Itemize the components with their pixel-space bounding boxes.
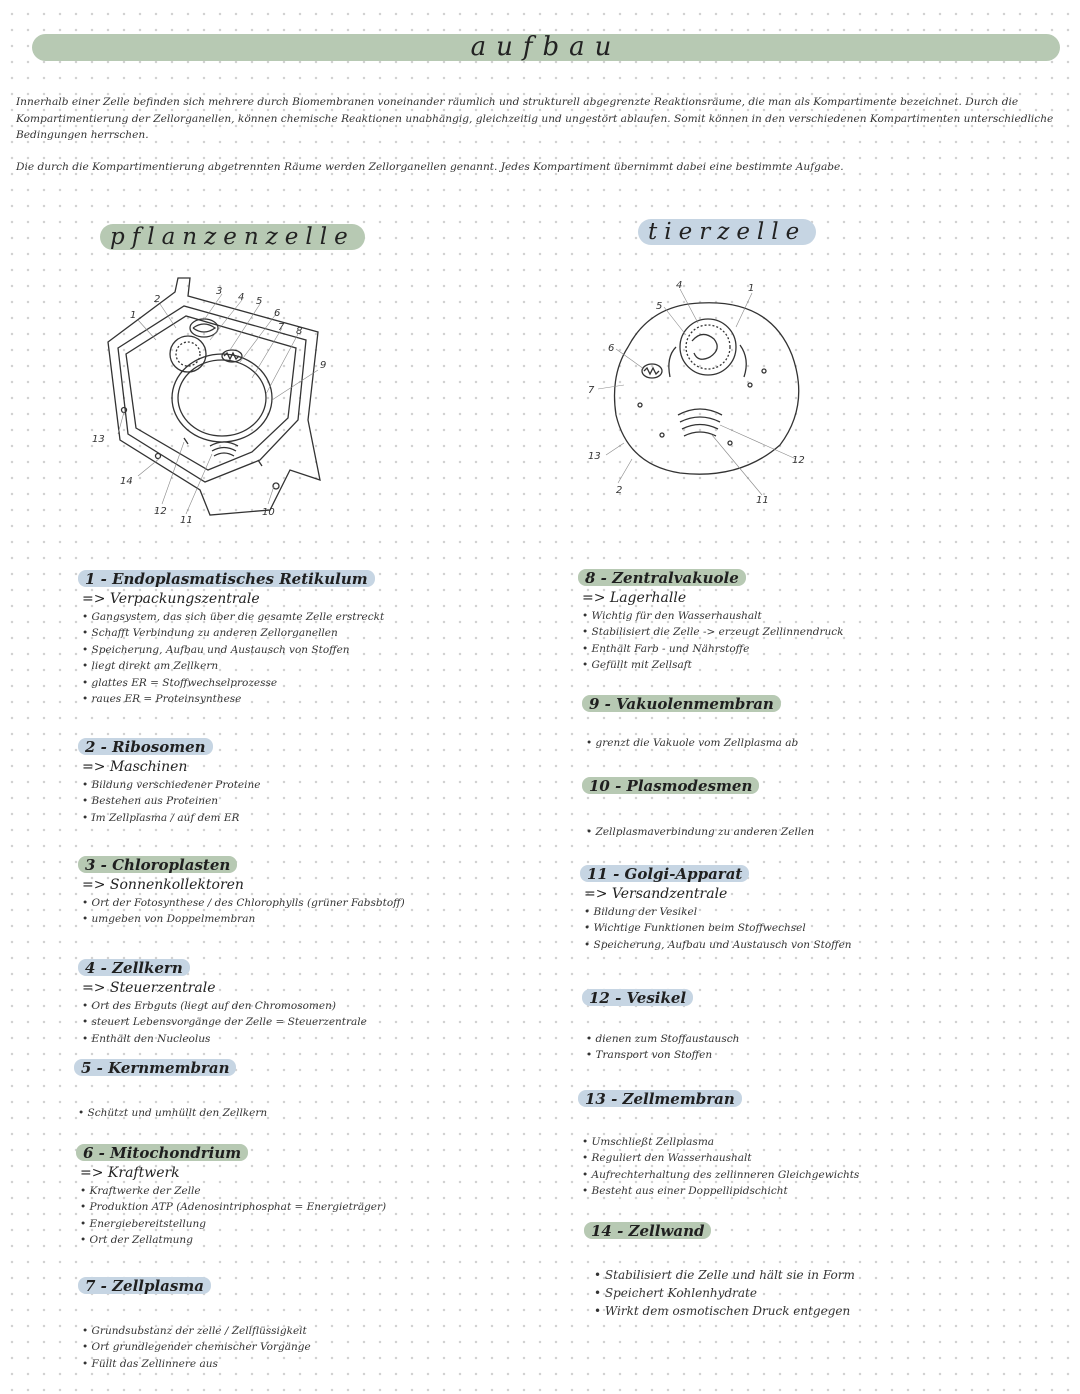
animal-nucleus	[680, 319, 736, 375]
section-3-heading: 3 - Chloroplasten	[78, 856, 237, 873]
list-item: • Bestehen aus Proteinen	[82, 793, 548, 809]
plant-golgi	[210, 442, 238, 456]
list-item: • Produktion ATP (Adenosintriphosphat = Energieträger)	[80, 1199, 546, 1215]
animal-cell-membrane	[615, 303, 799, 474]
section-11-subtitle: => Versandzentrale	[584, 886, 728, 902]
plant-label-4: 4	[238, 292, 245, 303]
animal-label-13: 13	[588, 451, 601, 462]
section-14	[584, 1221, 1054, 1320]
list-item: • Transport von Stoffen	[586, 1047, 1052, 1063]
section-6-heading: 6 - Mitochondrium	[76, 1144, 248, 1161]
list-item: • Schützt und umhüllt den Zellkern	[78, 1105, 544, 1121]
animal-label-6: 6	[608, 343, 615, 354]
section-2	[78, 737, 548, 826]
plant-label-14: 14	[120, 476, 133, 487]
section-8-heading: 8 - Zentralvakuole	[578, 569, 746, 586]
section-10	[582, 776, 1052, 840]
list-item: • Speicherung, Aufbau und Austausch von Stoffen	[584, 937, 1050, 953]
list-item: • Schafft Verbindung zu anderen Zellorganellen	[82, 625, 548, 641]
section-1-heading: 1 - Endoplasmatisches Retikulum	[78, 570, 375, 587]
animal-label-12: 12	[792, 455, 805, 466]
list-item: • Füllt das Zellinnere aus	[82, 1356, 548, 1372]
animal-cell-diagram	[580, 275, 820, 515]
section-12	[582, 988, 1052, 1064]
list-item: • liegt direkt am Zellkern	[82, 658, 548, 674]
section-8-subtitle: => Lagerhalle	[582, 590, 687, 606]
list-item: • glattes ER = Stoffwechselprozesse	[82, 675, 548, 691]
list-item: • Reguliert den Wasserhaushalt	[582, 1150, 1048, 1166]
list-item: • dienen zum Stoffaustausch	[586, 1031, 1052, 1047]
plant-label-3: 3	[216, 286, 223, 297]
animal-cell-title: tierzelle	[638, 219, 816, 245]
list-item: • Bildung der Vesikel	[584, 904, 1050, 920]
section-4	[78, 958, 548, 1047]
list-item: • Kraftwerke der Zelle	[80, 1183, 546, 1199]
animal-label-11: 11	[756, 495, 769, 506]
section-11-heading: 11 - Golgi-Apparat	[580, 865, 749, 882]
section-8	[578, 568, 1048, 674]
intro-paragraph-1: Innerhalb einer Zelle befinden sich mehrere durch Biomembranen voneinander räumlich und strukturell abgegrenzte Reaktionsräume, die man als Kompartimente bezeichnet. Durch die Kompartimentierung der Zellorganellen, können chemische Reaktionen unabhängig, gleichzeitig und ungestört ablaufen. Somit können in den verschiedenen Kompartimenten unterschiedliche Bedingungen herrschen.	[16, 96, 1054, 141]
plant-label-8: 8	[296, 326, 303, 337]
page-title: aufbau	[32, 34, 1060, 61]
list-item: • Ort der Fotosynthese / des Chlorophylls (grüner Fabsbtoff)	[82, 895, 548, 911]
list-item: • Stabilisiert die Zelle und hält sie in Form	[594, 1266, 1054, 1284]
intro-paragraph-2: Die durch die Kompartimentierung abgetrennten Räume werden Zellorganellen genannt. Jedes Kompartiment übernimmt dabei eine bestimmte Aufgabe.	[16, 161, 844, 173]
section-5	[74, 1058, 544, 1121]
animal-label-4: 4	[676, 280, 683, 291]
section-1	[78, 569, 548, 707]
section-6-subtitle: => Kraftwerk	[80, 1165, 180, 1181]
list-item: • Besteht aus einer Doppellipidschicht	[582, 1183, 1048, 1199]
section-6	[76, 1143, 546, 1249]
list-item: • Ort grundlegender chemischer Vorgänge	[82, 1339, 548, 1355]
list-item: • steuert Lebensvorgänge der Zelle = Steuerzentrale	[82, 1014, 548, 1030]
list-item: • Bildung verschiedener Proteine	[82, 777, 548, 793]
plant-cell-title: pflanzenzelle	[100, 224, 365, 250]
plant-label-6: 6	[274, 308, 281, 319]
section-4-subtitle: => Steuerzentrale	[82, 980, 216, 996]
list-item: • Speicherung, Aufbau und Austausch von Stoffen	[82, 642, 548, 658]
plant-label-12: 12	[154, 506, 167, 517]
section-9	[582, 694, 1052, 751]
list-item: • Enthält Farb - und Nährstoffe	[582, 641, 1048, 657]
plant-vacuole	[172, 354, 272, 442]
section-5-heading: 5 - Kernmembran	[74, 1059, 236, 1076]
section-9-heading: 9 - Vakuolenmembran	[582, 695, 781, 712]
list-item: • Gangsystem, das sich über die gesamte Zelle erstreckt	[82, 609, 548, 625]
section-10-heading: 10 - Plasmodesmen	[582, 777, 759, 794]
section-13	[578, 1089, 1048, 1200]
plant-cell-wall-outer	[108, 278, 320, 515]
list-item: • raues ER = Proteinsynthese	[82, 691, 548, 707]
animal-label-2: 2	[616, 485, 623, 496]
list-item: • Umschließt Zellplasma	[582, 1134, 1048, 1150]
plant-label-13: 13	[92, 434, 105, 445]
section-13-heading: 13 - Zellmembran	[578, 1090, 742, 1107]
section-4-heading: 4 - Zellkern	[78, 959, 190, 976]
list-item: • Wichtige Funktionen beim Stoffwechsel	[584, 920, 1050, 936]
plant-label-1: 1	[130, 310, 137, 321]
list-item: • Aufrechterhaltung des zellinneren Gleichgewichts	[582, 1167, 1048, 1183]
list-item: • Gefüllt mit Zellsaft	[582, 657, 1048, 673]
section-12-heading: 12 - Vesikel	[582, 989, 693, 1006]
list-item: • Enthält den Nucleolus	[82, 1031, 548, 1047]
plant-label-9: 9	[320, 360, 327, 371]
list-item: • Stabilisiert die Zelle -> erzeugt Zellinnendruck	[582, 624, 1048, 640]
plant-label-2: 2	[154, 294, 161, 305]
list-item: • grenzt die Vakuole vom Zellplasma ab	[586, 735, 1052, 751]
list-item: • Wichtig für den Wasserhaushalt	[582, 608, 1048, 624]
list-item: • Energiebereitstellung	[80, 1216, 546, 1232]
plant-label-11: 11	[180, 515, 193, 526]
section-2-heading: 2 - Ribosomen	[78, 738, 213, 755]
section-3	[78, 855, 548, 928]
section-7-heading: 7 - Zellplasma	[78, 1277, 211, 1294]
list-item: • Grundsubstanz der zelle / Zellflüssigkeit	[82, 1323, 548, 1339]
list-item: • Speichert Kohlenhydrate	[594, 1284, 1054, 1302]
list-item: • Ort des Erbguts (liegt auf den Chromosomen)	[82, 998, 548, 1014]
plant-cell-diagram	[80, 270, 340, 530]
section-1-subtitle: => Verpackungszentrale	[82, 591, 260, 607]
plant-label-10: 10	[262, 507, 275, 518]
list-item: • Ort der Zellatmung	[80, 1232, 546, 1248]
plant-label-7: 7	[278, 322, 285, 333]
plant-label-5: 5	[256, 296, 263, 307]
animal-label-7: 7	[588, 385, 595, 396]
section-2-subtitle: => Maschinen	[82, 759, 188, 775]
animal-golgi	[678, 409, 722, 436]
section-3-subtitle: => Sonnenkollektoren	[82, 877, 244, 893]
list-item: • Zellplasmaverbindung zu anderen Zellen	[586, 824, 1052, 840]
section-11	[580, 864, 1050, 953]
animal-label-5: 5	[656, 301, 663, 312]
animal-label-1: 1	[748, 283, 755, 294]
section-7	[78, 1276, 548, 1372]
list-item: • Wirkt dem osmotischen Druck entgegen	[594, 1302, 1054, 1320]
list-item: • umgeben von Doppelmembran	[82, 911, 548, 927]
section-14-heading: 14 - Zellwand	[584, 1222, 711, 1239]
list-item: • Im Zellplasma / auf dem ER	[82, 810, 548, 826]
